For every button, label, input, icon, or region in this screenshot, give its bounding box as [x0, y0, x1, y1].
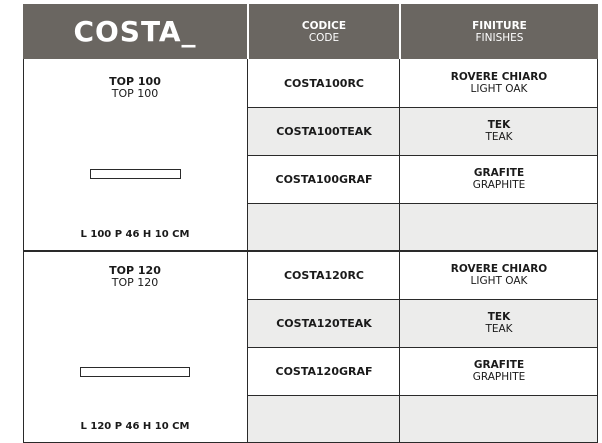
row-divider [247, 347, 598, 348]
group-name-it: TOP 100 [109, 75, 161, 88]
table-cell-finish [400, 299, 598, 347]
finish-it: ROVERE CHIARO [450, 71, 548, 83]
header-code-en: CODE [308, 31, 340, 44]
product-code: COSTA120TEAK [276, 316, 372, 330]
group-name-en: TOP 100 [111, 87, 159, 100]
table-cell-finish [400, 203, 598, 251]
row-divider [247, 155, 598, 156]
product-shape-icon [90, 169, 181, 179]
row-divider [247, 107, 598, 108]
table-cell-code [248, 155, 400, 203]
table-cell-code [248, 203, 400, 251]
product-table [23, 4, 598, 443]
row-divider [247, 203, 598, 204]
table-cell-code [248, 251, 400, 299]
finish-en: TEAK [485, 323, 513, 335]
header-finish [401, 4, 598, 59]
header-code [249, 4, 399, 59]
group-title [23, 76, 247, 100]
product-code: COSTA100RC [283, 76, 364, 90]
product-shape-icon [80, 367, 190, 377]
product-code: COSTA120RC [283, 268, 364, 282]
finish-en: TEAK [485, 131, 513, 143]
brand-title: COSTA_ [73, 15, 197, 48]
table-cell-finish [400, 59, 598, 107]
table-header [23, 4, 598, 59]
finish-en: GRAPHITE [472, 371, 526, 383]
table-cell-finish [400, 395, 598, 443]
row-divider [247, 395, 598, 396]
table-body [23, 59, 598, 443]
finish-en: LIGHT OAK [470, 83, 528, 95]
table-cell-finish [400, 347, 598, 395]
group-divider [23, 250, 598, 252]
product-code: COSTA120GRAF [275, 364, 373, 378]
table-cell-code [248, 59, 400, 107]
header-finish-it: FINITURE [472, 19, 527, 32]
table-cell-code [248, 347, 400, 395]
group-name-en: TOP 120 [111, 276, 159, 289]
header-finish-en: FINISHES [475, 31, 524, 44]
table-cell-finish [400, 107, 598, 155]
finish-it: ROVERE CHIARO [450, 263, 548, 275]
table-cell-code [248, 395, 400, 443]
table-cell-finish [400, 251, 598, 299]
finish-en: LIGHT OAK [470, 275, 528, 287]
finish-en: GRAPHITE [472, 179, 526, 191]
group-dimensions: L 120 P 46 H 10 CM [80, 421, 190, 432]
header-code-it: CODICE [301, 19, 347, 32]
table-cell-code [248, 107, 400, 155]
finish-it: GRAFITE [473, 167, 525, 179]
table-cell-finish [400, 155, 598, 203]
group-name-it: TOP 120 [109, 264, 161, 277]
row-divider [247, 299, 598, 300]
finish-it: TEK [487, 311, 511, 323]
table-cell-code [248, 299, 400, 347]
finish-it: TEK [487, 119, 511, 131]
product-code: COSTA100GRAF [275, 172, 373, 186]
finish-it: GRAFITE [473, 359, 525, 371]
group-title [23, 265, 247, 289]
product-code: COSTA100TEAK [276, 124, 372, 138]
group-dimensions: L 100 P 46 H 10 CM [80, 229, 190, 240]
